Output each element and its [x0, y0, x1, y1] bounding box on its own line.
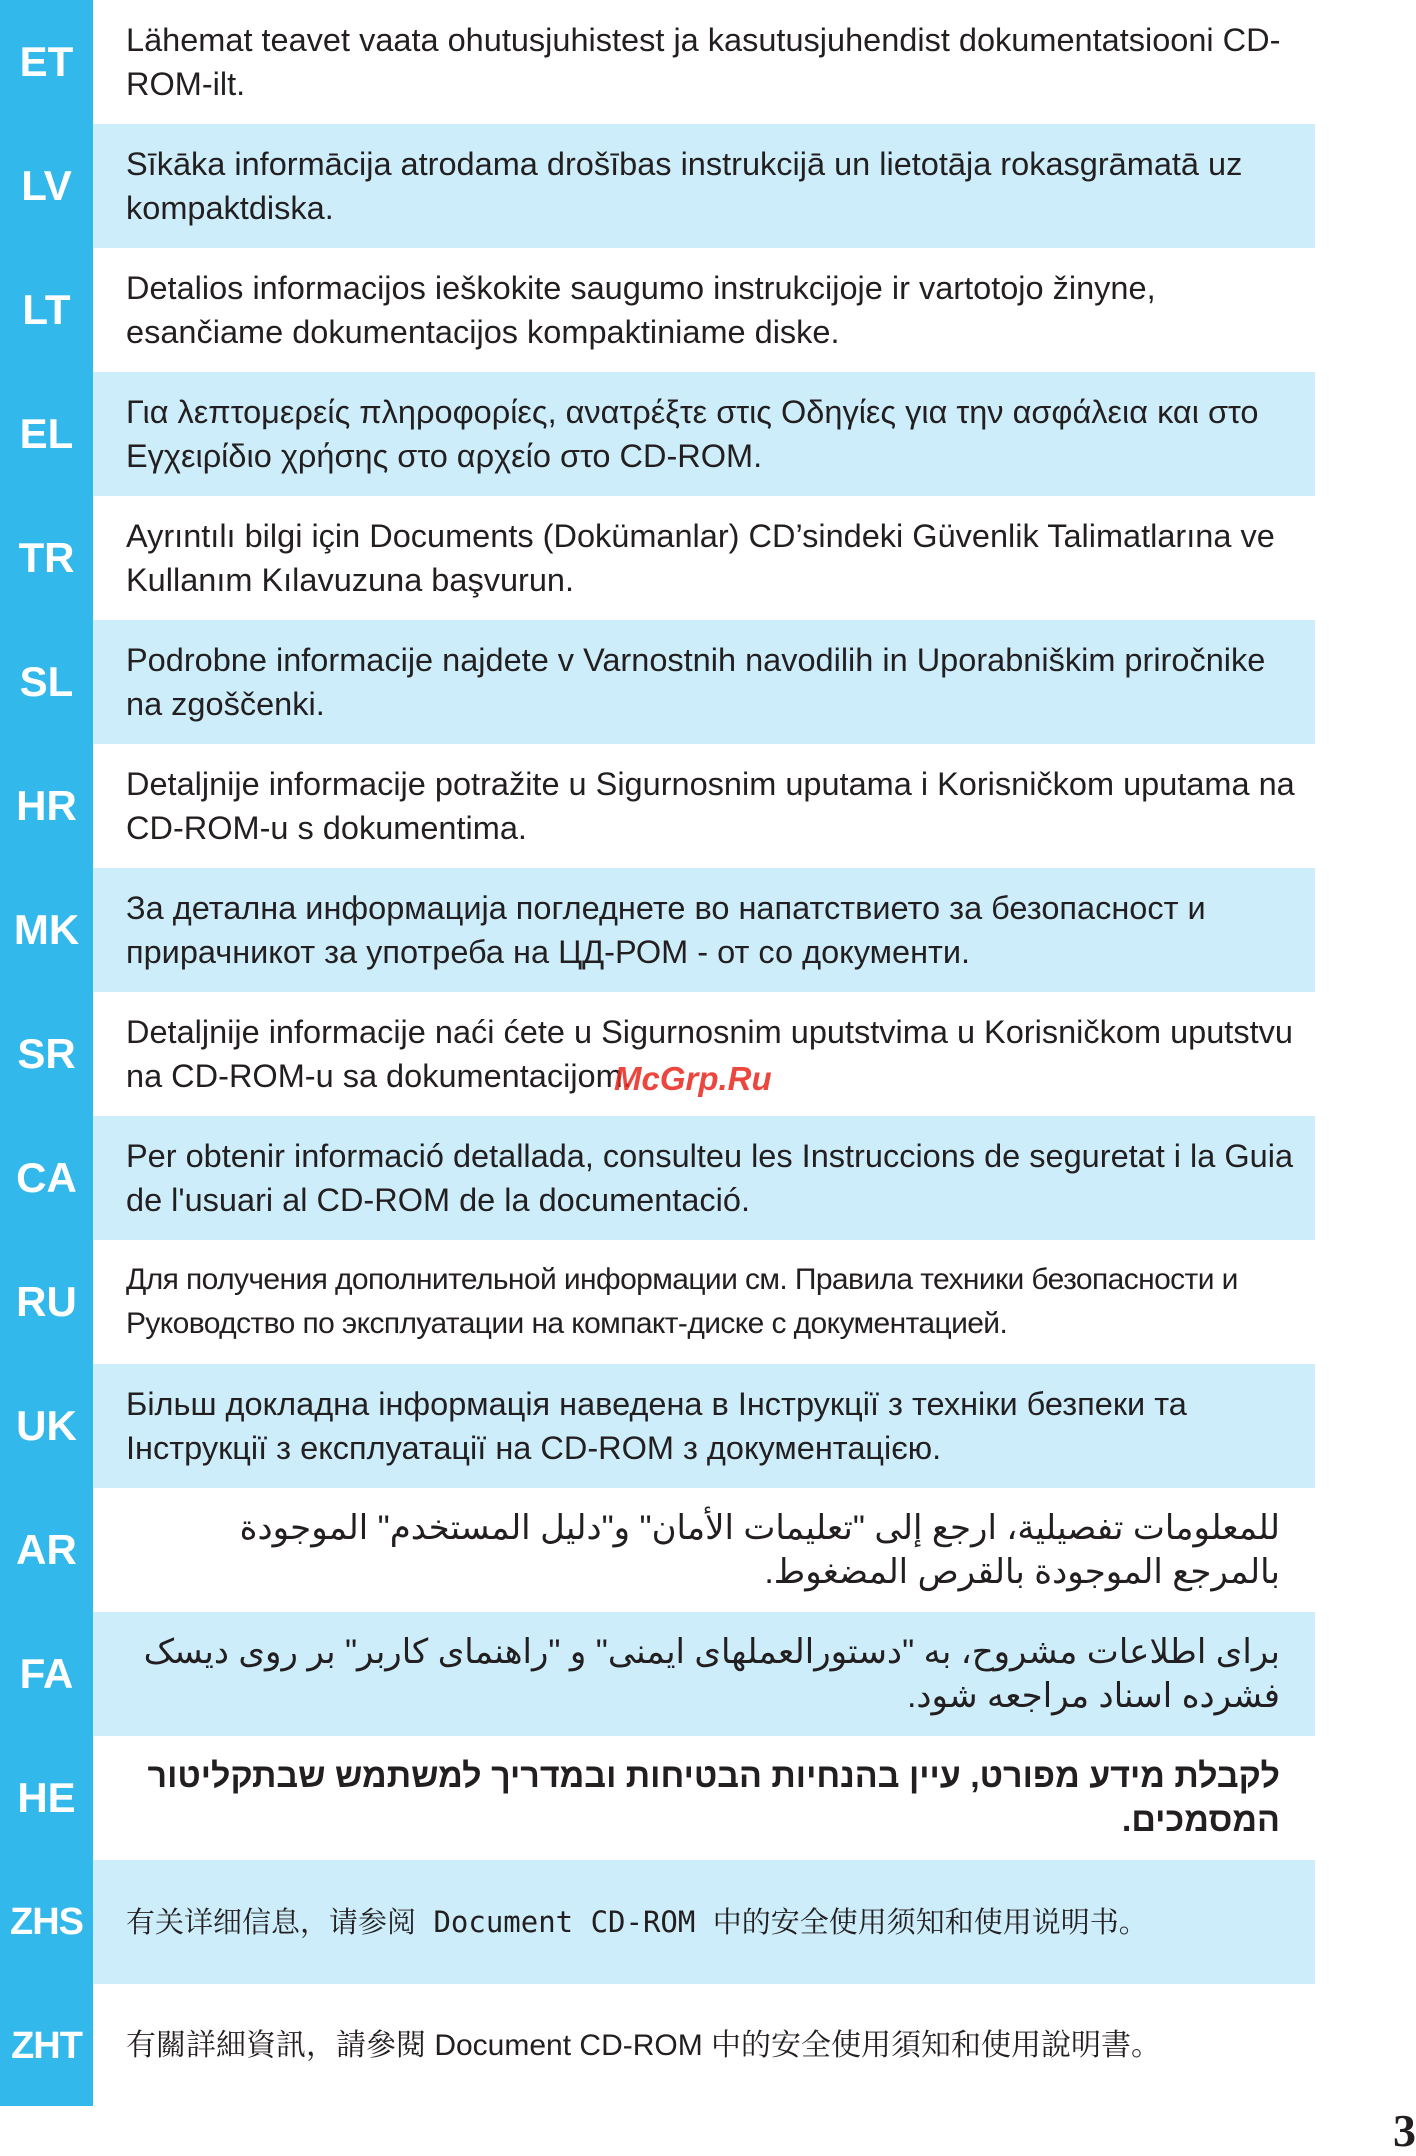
language-row-lt: [0, 248, 1416, 372]
language-text: Detaljnije informacije naći ćete u Sigurnosnim uputstvima u Korisničkom uputstvu na CD-ROM-u sa dokumentacijom.: [126, 1014, 1293, 1094]
language-code: ZHT: [11, 2024, 82, 2067]
language-text: للمعلومات تفصيلية، ارجع إلى "تعليمات الأمان" و"دليل المستخدم" الموجودة بالمرجع الموجودة بالقرص المضغوط.: [239, 1509, 1280, 1591]
language-code: LV: [21, 162, 72, 209]
language-code: SL: [19, 658, 74, 705]
language-row-hr: [0, 744, 1416, 868]
language-code: ZHS: [10, 1900, 83, 1943]
language-code: UK: [16, 1402, 77, 1449]
language-row-ar: [0, 1488, 1416, 1612]
language-row-zhs: [0, 1860, 1416, 1984]
language-text: Detaljnije informacije potražite u Sigurnosnim uputama i Korisničkom uputama na CD-ROM-u s dokumentima.: [126, 766, 1295, 846]
language-text: Lähemat teavet vaata ohutusjuhistest ja kasutusjuhendist dokumentatsiooni CD-ROM-ilt.: [126, 22, 1281, 102]
language-code: AR: [16, 1526, 77, 1573]
language-text: Per obtenir informació detallada, consulteu les Instruccions de seguretat i la Guia de l'usuari al CD-ROM de la documentació.: [126, 1138, 1294, 1218]
language-text: לקבלת מידע מפורט, עיין בהנחיות הבטיחות ובמדריך למשתמש שבתקליטור המסמכים.: [147, 1757, 1280, 1839]
language-text: Більш докладна інформація наведена в Інструкції з техніки безпеки та Інструкції з експлуатації на CD-ROM з документацією.: [126, 1386, 1187, 1466]
language-text: Для получения дополнительной информации см. Правила техники безопасности и Руководство по эксплуатации на компакт-диске с документацией.: [126, 1263, 1238, 1340]
language-text: 有關詳細資訊，請參閱 Document CD-ROM 中的安全使用須知和使用說明書。: [126, 2029, 1162, 2062]
language-code: MK: [13, 906, 80, 953]
language-text: Detalios informacijos ieškokite saugumo instrukcijoje ir vartotojo žinyne, esančiame dokumentacijos kompaktiniame diske.: [126, 270, 1156, 350]
language-code: CA: [16, 1154, 77, 1201]
language-row-he: [0, 1736, 1416, 1860]
language-row-ru: [0, 1240, 1416, 1364]
language-code: FA: [19, 1650, 74, 1697]
language-row-mk: [0, 868, 1416, 992]
language-text: Για λεπτομερείς πληροφορίες, ανατρέξτε στις Οδηγίες για την ασφάλεια και στο Εγχειρίδιο χρήσης στο αρχείο στο CD-ROM.: [126, 394, 1259, 474]
language-row-tr: [0, 496, 1416, 620]
language-code: ET: [19, 38, 74, 85]
language-code: EL: [19, 410, 74, 457]
language-text: За детална информација погледнете во напатствието за безопасност и прирачникот за употреба на ЦД-РОМ - от со документи.: [126, 890, 1206, 970]
language-row-ca: [0, 1116, 1416, 1240]
language-text: Ayrıntılı bilgi için Documents (Dokümanlar) CD’sindeki Güvenlik Talimatlarına ve Kullanım Kılavuzuna başvurun.: [126, 518, 1275, 598]
language-code: RU: [16, 1278, 77, 1325]
page-number: 3: [1393, 2105, 1416, 2156]
language-code: SR: [17, 1030, 76, 1077]
language-row-fa: [0, 1612, 1416, 1736]
language-row-zht: [0, 1984, 1416, 2108]
language-row-el: [0, 372, 1416, 496]
language-code: HR: [16, 782, 77, 829]
watermark: McGrp.Ru: [614, 1060, 772, 1097]
language-row-lv: [0, 124, 1416, 248]
language-row-et: [0, 0, 1416, 124]
language-row-sl: [0, 620, 1416, 744]
language-text: برای اطلاعات مشروح، به "دستورالعملهای ایمنی" و "راهنمای کاربر" بر روی دیسک فشرده اسناد مراجعه شود.: [143, 1633, 1280, 1715]
language-text: Sīkāka informācija atrodama drošības instrukcijā un lietotāja rokasgrāmatā uz kompaktdiska.: [126, 146, 1243, 226]
language-row-uk: [0, 1364, 1416, 1488]
language-code: TR: [18, 534, 75, 581]
language-text: Podrobne informacije najdete v Varnostnih navodilih in Uporabniškim priročnike na zgoščenki.: [126, 642, 1266, 722]
language-code: LT: [22, 286, 71, 333]
language-code: HE: [17, 1774, 76, 1821]
language-text: 有关详细信息，请参阅 Document CD-ROM 中的安全使用须知和使用说明书。: [126, 1905, 1148, 1939]
